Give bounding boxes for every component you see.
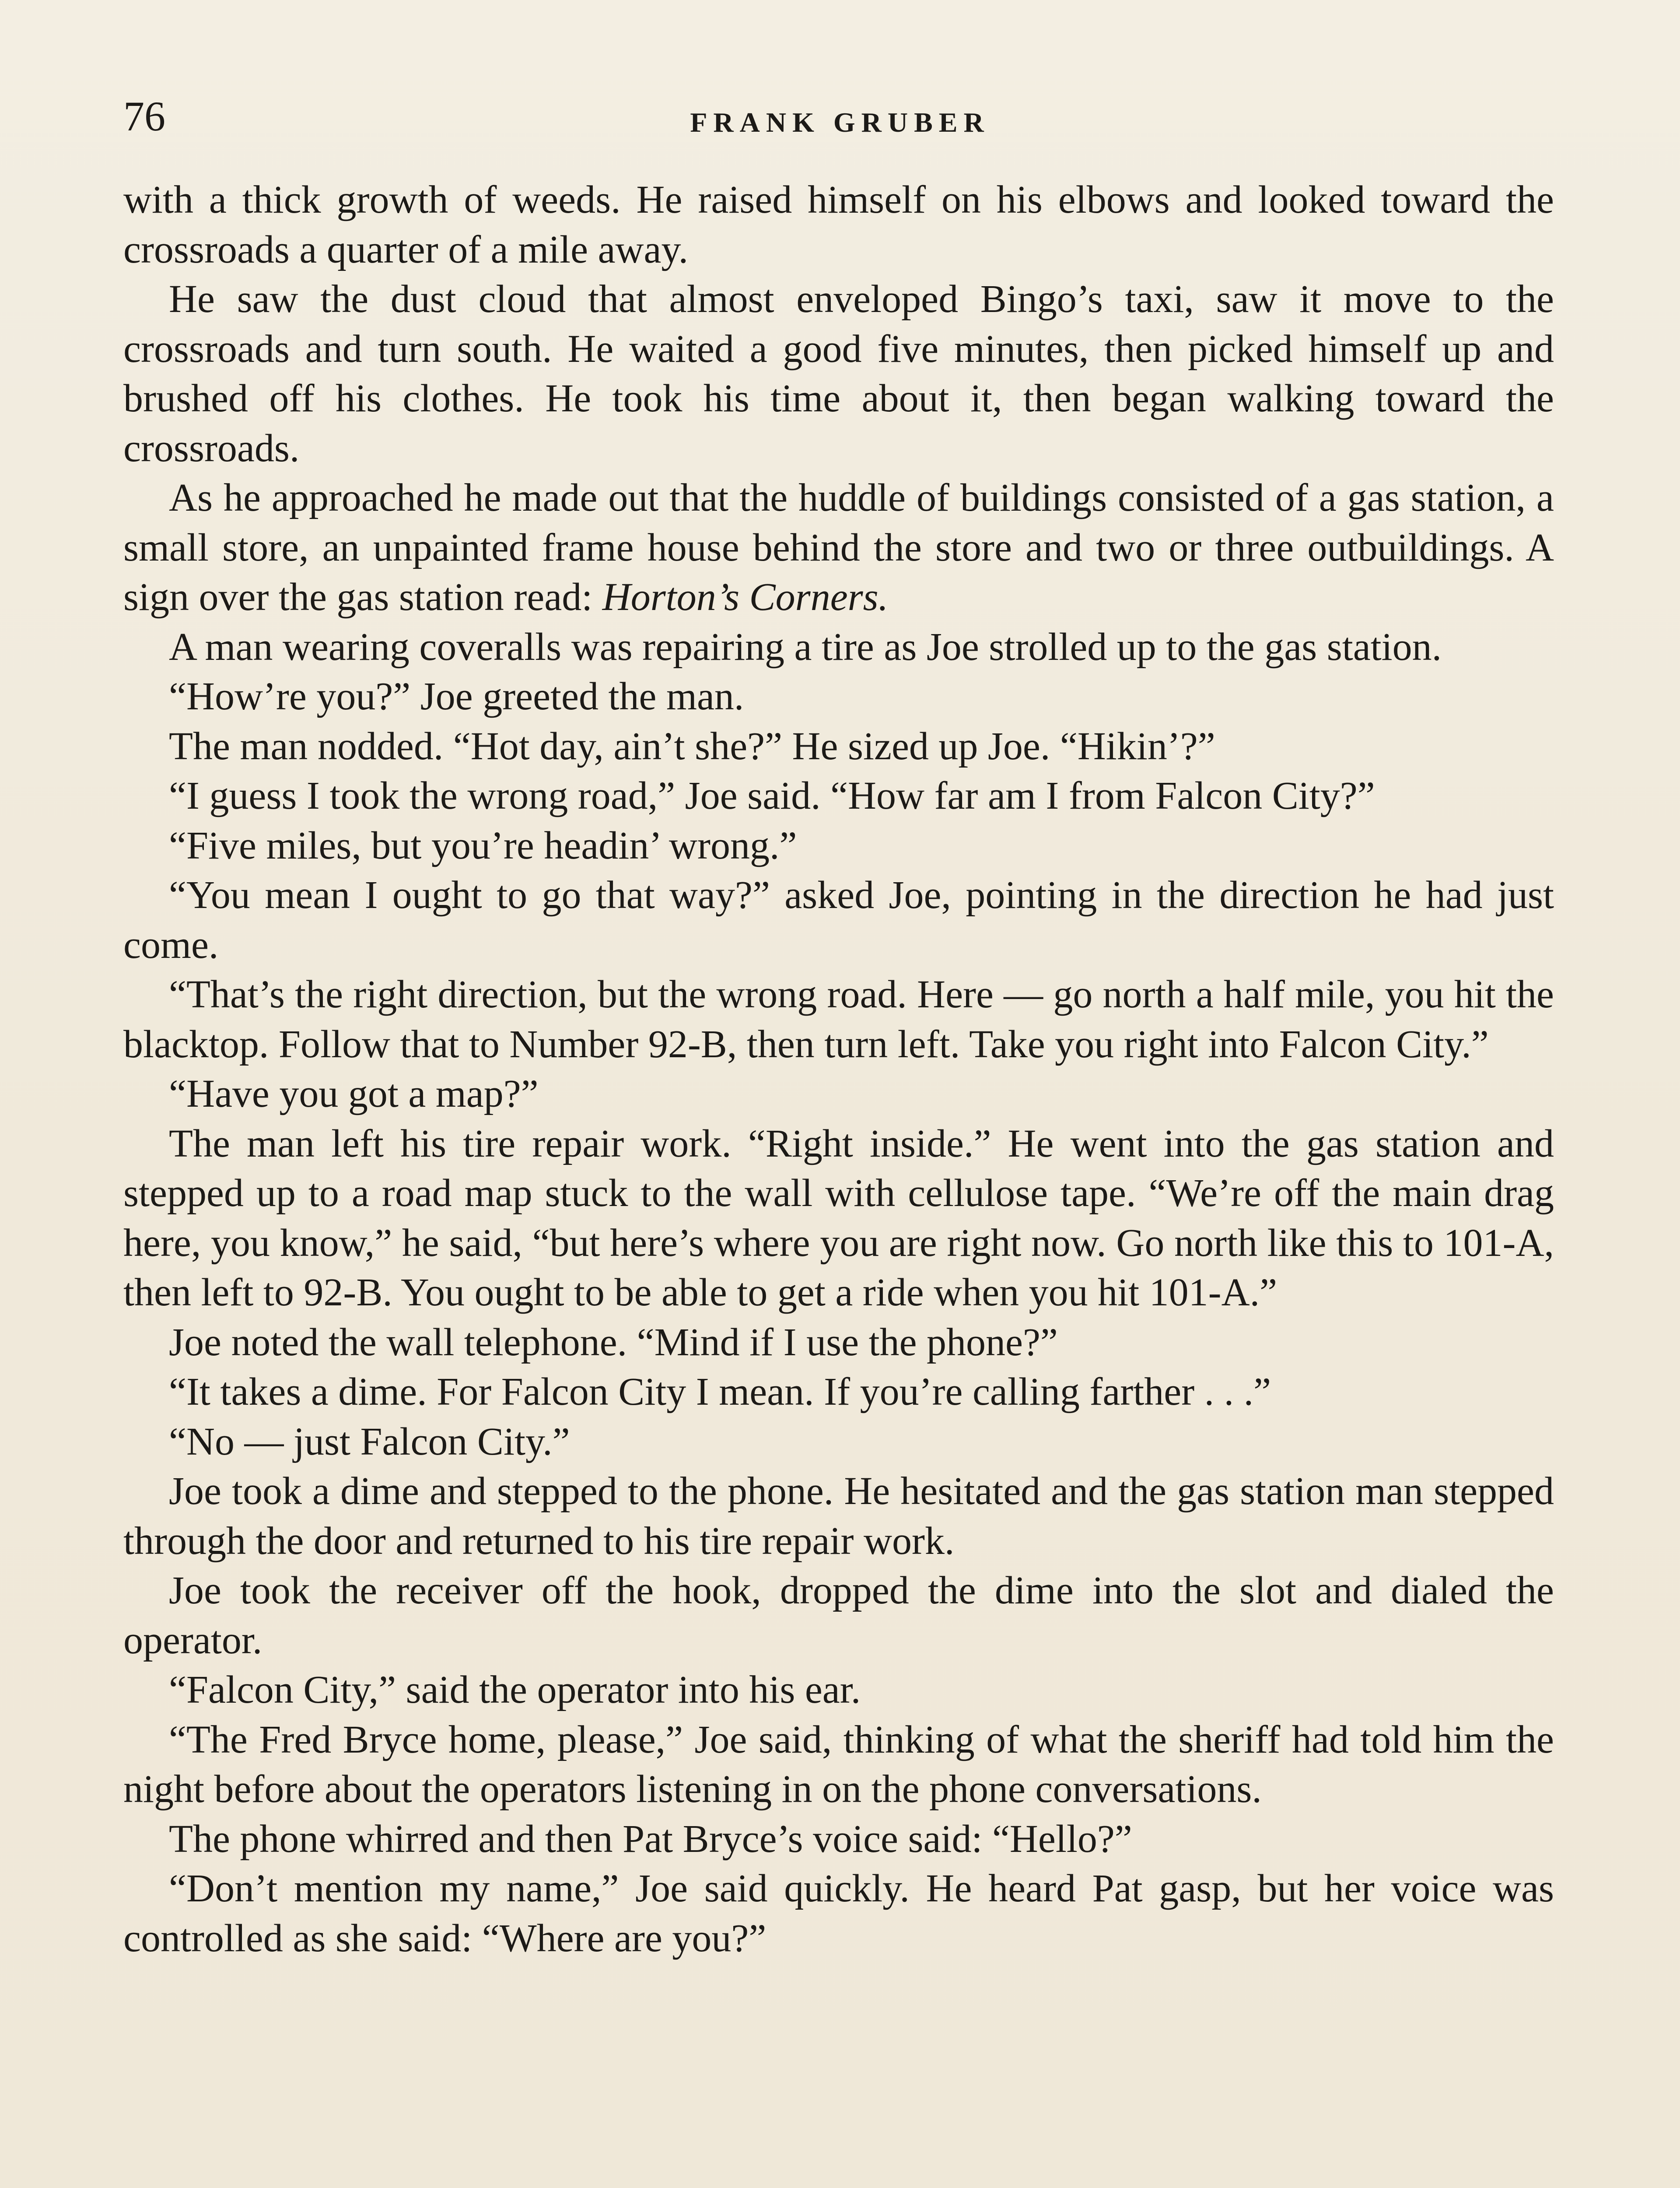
body-text — [123, 175, 1554, 1963]
paragraph: The phone whirred and then Pat Bryce’s voice said: “Hello?” — [169, 1817, 1132, 1861]
paragraph: “No — just Falcon City.” — [169, 1420, 570, 1463]
paragraph: “You mean I ought to go that way?” asked Joe, pointing in the direction he had just come. — [123, 873, 1554, 967]
paragraph: The man nodded. “Hot day, ain’t she?” He sized up Joe. “Hikin’?” — [169, 724, 1215, 768]
paragraph: Joe took a dime and stepped to the phone. He hesitated and the gas station man stepped through the door and returned to his tire repair work. — [123, 1469, 1554, 1563]
paragraph: “Don’t mention my name,” Joe said quickly. He heard Pat gasp, but her voice was controlled as she said: “Where are you?” — [123, 1867, 1554, 1960]
paragraph: “How’re you?” Joe greeted the man. — [169, 675, 744, 718]
paragraph: “I guess I took the wrong road,” Joe said. “How far am I from Falcon City?” — [169, 774, 1375, 817]
paragraph: “That’s the right direction, but the wrong road. Here — go north a half mile, you hit the blacktop. Follow that to Number 92-B, then turn left. Take you right into Falcon City.” — [123, 973, 1554, 1066]
running-head: FRANK GRUBER — [690, 107, 990, 138]
sign-text: Horton’s Corners. — [602, 575, 889, 619]
paragraph: Joe took the receiver off the hook, dropped the dime into the slot and dialed the operator. — [123, 1569, 1554, 1662]
paragraph: Joe noted the wall telephone. “Mind if I use the phone?” — [169, 1320, 1058, 1364]
paragraph: “Falcon City,” said the operator into his ear. — [169, 1668, 861, 1711]
paragraph: “The Fred Bryce home, please,” Joe said, thinking of what the sheriff had told him the night before about the operators listening in on the phone conversations. — [123, 1718, 1554, 1811]
page-number: 76 — [123, 93, 165, 140]
paragraph-text: As he approached he made out that the huddle of buildings consisted of a gas station, a small store, an unpainted frame house behind the store and two or three outbuildings. A sign over the gas station read: — [123, 476, 1554, 619]
paragraph: with a thick growth of weeds. He raised himself on his elbows and looked toward the crossroads a quarter of a mile away. — [123, 178, 1554, 271]
paragraph: “Have you got a map?” — [169, 1072, 539, 1115]
paragraph: The man left his tire repair work. “Right inside.” He went into the gas station and stepped up to a road map stuck to the wall with cellulose tape. “We’re off the main drag here, you know,” he said, “but here’s where you are right now. Go north like this to 101-A, then left to 92-B. You ought to be able to get a ride when you hit 101-A.” — [123, 1122, 1554, 1314]
paragraph: He saw the dust cloud that almost enveloped Bingo’s taxi, saw it move to the crossroads and turn south. He waited a good five minutes, then picked himself up and brushed off his clothes. He took his time about it, then began walking toward the crossroads. — [123, 277, 1554, 470]
paragraph: “Five miles, but you’re headin’ wrong.” — [169, 824, 797, 867]
paragraph — [123, 473, 1554, 622]
paragraph: A man wearing coveralls was repairing a tire as Joe strolled up to the gas station. — [169, 625, 1442, 669]
paragraph: “It takes a dime. For Falcon City I mean. If you’re calling farther . . .” — [169, 1370, 1271, 1413]
